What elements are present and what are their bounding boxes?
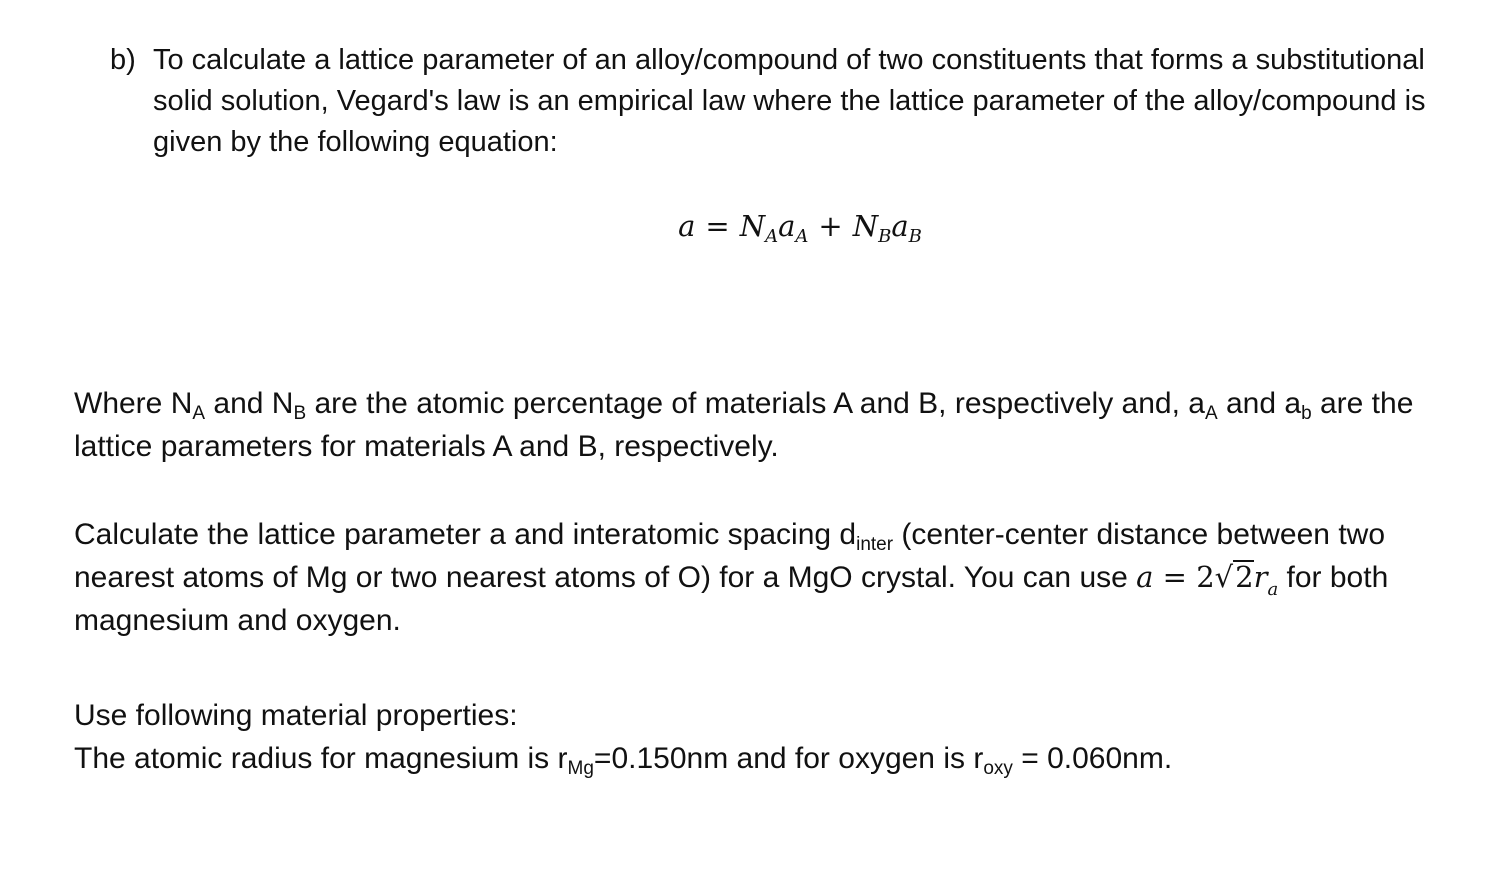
eq-plus: + [818,209,843,243]
eq-term1-coef-sub: A [765,226,779,247]
subscript: inter [856,534,894,555]
formula-r: r [1253,560,1268,594]
subscript: A [1204,403,1218,424]
task-paragraph [74,513,1474,642]
definitions-text: are the lattice parameters for materials A and B, respectively. [74,387,1414,463]
subscript: Mg [567,758,594,779]
subscript: b [1301,403,1312,424]
definitions-paragraph [74,382,1474,468]
definitions-text: and N [205,387,294,420]
vegards-law-equation [0,206,1510,257]
properties-text: =0.150nm and for oxygen is r [593,742,984,775]
subscript: B [293,403,307,424]
definitions-text: are the atomic percentage of materials A and B, respectively and, a [306,387,1205,420]
part-b-intro-text: To calculate a lattice parameter of an alloy/compound of two constituents that forms a substitutional solid solution, Vegard's law is an empirical law where the lattice parameter of the alloy/compound is given by the following equation: [153,44,1426,158]
task-text: (center-center distance between two nearest atoms of Mg or two nearest atoms of O) for a MgO crystal. You can use [74,518,1386,594]
formula-r-subscript: a [1267,579,1279,600]
subscript: A [192,403,206,424]
subscript: oxy [983,758,1013,779]
properties-heading: Use following material properties: [74,699,518,732]
properties-text: The atomic radius for magnesium is r [74,742,568,775]
properties-section [74,694,1474,780]
formula-equals-two: = 2 [1153,560,1215,594]
sqrt-symbol: √ [1214,560,1234,594]
eq-term1-var-sub: A [795,226,809,247]
eq-term2-coef: N [852,209,879,243]
task-text: for both magnesium and oxygen. [74,561,1389,637]
definitions-text: and a [1217,387,1302,420]
definitions-text: Where N [74,387,193,420]
eq-term2-var-sub: B [908,226,922,247]
properties-text: = 0.060nm. [1012,742,1173,775]
properties-line [74,737,1474,780]
formula-a: a [1136,560,1154,594]
eq-term1-coef: N [739,209,766,243]
sqrt-argument: 2 [1235,560,1254,594]
eq-term2-coef-sub: B [878,226,892,247]
eq-lhs: a [678,209,696,243]
list-marker: b) [110,44,136,76]
question-part-b [110,40,1480,163]
eq-term2-var: a [891,209,909,243]
eq-term1-var: a [778,209,796,243]
task-text: Calculate the lattice parameter a and interatomic spacing d [74,518,857,551]
inline-formula [1136,560,1279,600]
eq-equals: = [705,209,730,243]
